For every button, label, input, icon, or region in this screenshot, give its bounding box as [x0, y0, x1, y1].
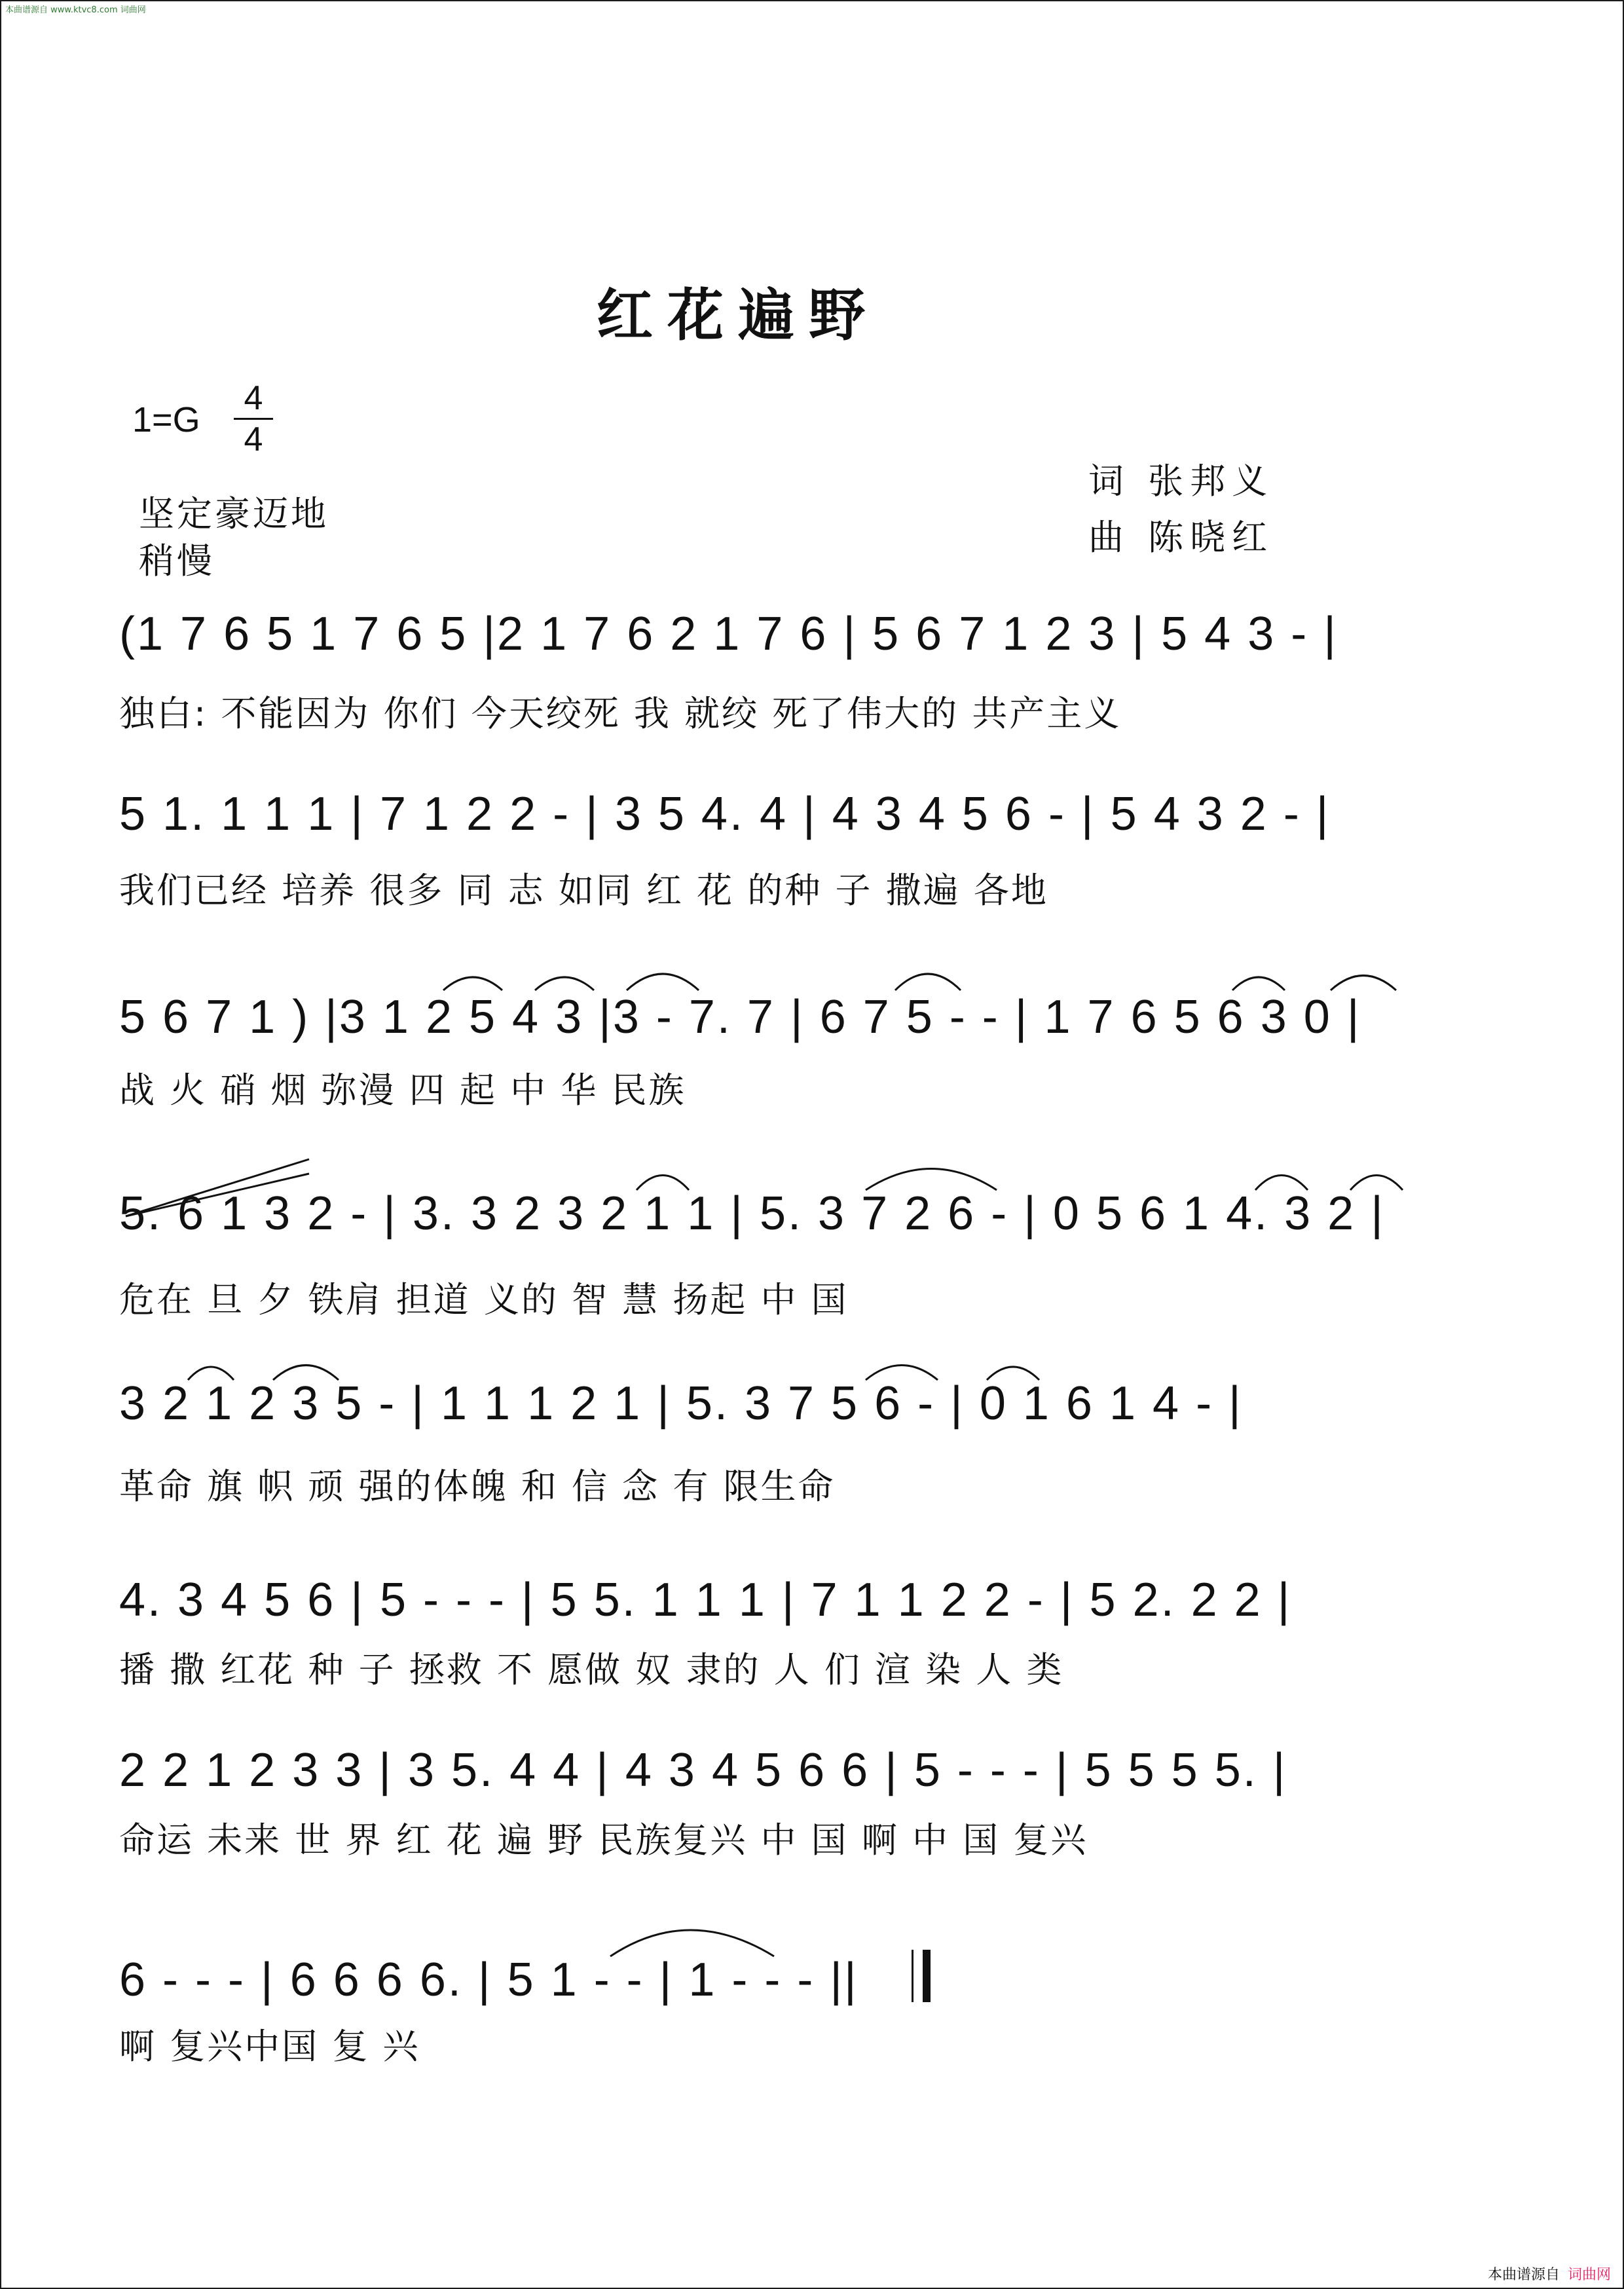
lyric-line-3: 战 火 硝 烟 弥漫 四 起 中 华 民族: [119, 1070, 686, 1111]
tempo-line-1: 坚定豪迈地: [139, 493, 329, 534]
lyric-line-2: 我们已经 培养 很多 同 志 如同 红 花 的种 子 撒遍 各地: [119, 870, 1048, 911]
slur-mark: [535, 977, 594, 990]
notation-line-6: 4. 3 4 5 6 | 5 - - - | 5 5. 1 1 1 | 7 1 1 2 2 - | 5 2. 2 2 |: [119, 1574, 1292, 1626]
slur-mark: [987, 1367, 1039, 1380]
slur-mark: [1331, 976, 1396, 991]
slur-mark: [1255, 1176, 1308, 1191]
composer: 曲 陈晓红: [1088, 517, 1274, 558]
final-barline-thin: [912, 1950, 913, 2002]
slur-mark: [895, 974, 961, 990]
notation-line-7: 2 2 1 2 3 3 | 3 5. 4 4 | 4 3 4 5 6 6 | 5 - - - | 5 5 5 5. |: [119, 1744, 1287, 1796]
tempo-line-2: 稍慢: [139, 540, 215, 582]
slur-mark: [627, 974, 699, 990]
site-note: 本曲谱源自 www.ktvc8.com 词曲网: [5, 5, 146, 15]
lyricist: 词 张邦义: [1088, 460, 1274, 502]
slur-mark: [1350, 1176, 1403, 1191]
lyric-line-1: 独白: 不能因为 你们 今天绞死 我 就绞 死了伟大的 共产主义: [119, 693, 1122, 734]
crescendo-mark: [126, 1174, 309, 1216]
slur-mark: [610, 1930, 774, 1956]
lyric-line-8: 啊 复兴中国 复 兴: [119, 2026, 420, 2067]
footer-site-link[interactable]: 词曲网: [1567, 2267, 1611, 2283]
notation-line-2: 5 1. 1 1 1 | 7 1 2 2 - | 3 5 4. 4 | 4 3 4 5 6 - | 5 4 3 2 - |: [119, 788, 1331, 840]
notation-line-5: 3 2 1 2 3 5 - | 1 1 1 2 1 | 5. 3 7 5 6 - | 0 1 6 1 4 - |: [119, 1377, 1243, 1430]
lyric-line-5: 革命 旗 帜 顽 强的体魄 和 信 念 有 限生命: [119, 1466, 836, 1507]
slur-mark: [866, 1366, 938, 1381]
notation-marks: [1, 1, 1624, 2289]
footer-source: [1488, 2263, 1611, 2284]
slur-mark: [866, 1169, 997, 1191]
lyric-line-4: 危在 旦 夕 铁肩 担道 义的 智 慧 扬起 中 国: [119, 1279, 849, 1320]
notation-line-8: 6 - - - | 6 6 6 6. | 5 1 - - | 1 - - - ||: [119, 1954, 858, 2006]
slur-mark: [443, 977, 502, 990]
time-top: 4: [244, 379, 263, 417]
key-signature: 1=G: [132, 400, 200, 439]
lyric-line-6: 播 撒 红花 种 子 拯救 不 愿做 奴 隶的 人 们 渲 染 人 类: [119, 1649, 1064, 1690]
crescendo-mark: [126, 1159, 309, 1216]
lyric-line-7: 命运 未来 世 界 红 花 遍 野 民族复兴 中 国 啊 中 国 复兴: [119, 1819, 1088, 1861]
slur-mark: [188, 1367, 234, 1380]
notation-line-4: 5. 6 1 3 2 - | 3. 3 2 3 2 1 1 | 5. 3 7 2 6 - | 0 5 6 1 4. 3 2 |: [119, 1187, 1385, 1240]
footer-source-label: 本曲谱源自: [1487, 2267, 1560, 2283]
song-title: 红花遍野: [597, 282, 879, 348]
slur-mark: [637, 1176, 689, 1191]
slur-mark: [1232, 977, 1285, 990]
notation-line-1: (1 7 6 5 1 7 6 5 |2 1 7 6 2 1 7 6 | 5 6 7 1 2 3 | 5 4 3 - |: [119, 608, 1338, 660]
final-barline: [923, 1950, 931, 2002]
time-bottom: 4: [244, 420, 263, 458]
notation-line-3: 5 6 7 1 ) |3 1 2 5 4 3 |3 - 7. 7 | 6 7 5 - - | 1 7 6 5 6 3 0 |: [119, 991, 1361, 1043]
slur-mark: [273, 1366, 339, 1381]
